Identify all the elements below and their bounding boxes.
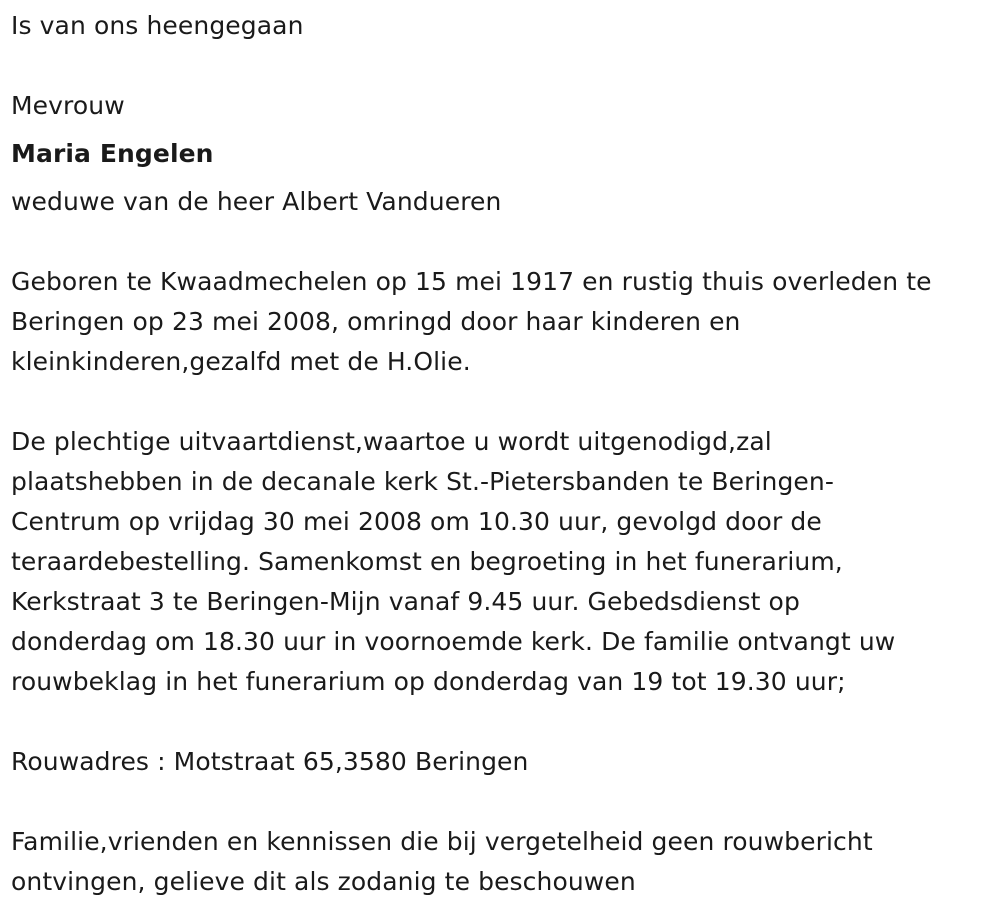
birth-death-paragraph (11, 262, 986, 382)
intro-text: Is van ons heengegaan (11, 11, 304, 40)
paragraph-line: donderdag om 18.30 uur in voornoemde kerk. De familie ontvangt uw (11, 627, 896, 656)
closing-paragraph (11, 822, 986, 902)
relation-text: weduwe van de heer Albert Vandueren (11, 187, 502, 216)
paragraph-line: rouwbeklag in het funerarium op donderdag van 19 tot 19.30 uur; (11, 667, 846, 696)
ceremony-paragraph (11, 422, 986, 702)
paragraph-line: Centrum op vrijdag 30 mei 2008 om 10.30 uur, gevolgd door de (11, 507, 822, 536)
paragraph-line: teraardebestelling. Samenkomst en begroeting in het funerarium, (11, 547, 843, 576)
paragraph-line: kleinkinderen,gezalfd met de H.Olie. (11, 347, 471, 376)
paragraph-line: ontvingen, gelieve dit als zodanig te beschouwen (11, 867, 636, 896)
mourning-address: Rouwadres : Motstraat 65,3580 Beringen (11, 747, 529, 776)
paragraph-line: plaatshebben in de decanale kerk St.-Pietersbanden te Beringen- (11, 467, 834, 496)
deceased-name: Maria Engelen (11, 139, 214, 168)
paragraph-line: Familie,vrienden en kennissen die bij vergetelheid geen rouwbericht (11, 827, 873, 856)
address-paragraph (11, 742, 986, 782)
salutation: Mevrouw (11, 91, 125, 120)
death-notice (11, 6, 986, 902)
paragraph-line: Geboren te Kwaadmechelen op 15 mei 1917 en rustig thuis overleden te (11, 267, 932, 296)
paragraph-line: Beringen op 23 mei 2008, omringd door haar kinderen en (11, 307, 741, 336)
paragraph-line: De plechtige uitvaartdienst,waartoe u wordt uitgenodigd,zal (11, 427, 772, 456)
paragraph-line: Kerkstraat 3 te Beringen-Mijn vanaf 9.45 uur. Gebedsdienst op (11, 587, 800, 616)
